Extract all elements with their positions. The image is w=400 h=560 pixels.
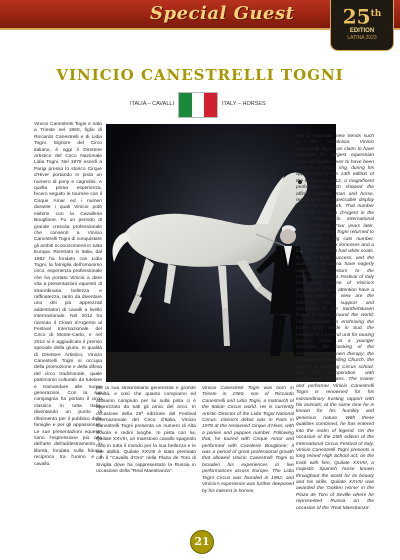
nation-label-italian: ITALIA – CAVALLI (129, 101, 174, 107)
flag-stripe-white (192, 93, 205, 117)
badge-edition-label: EDITION (349, 27, 375, 34)
article-english-column-1: Vinicio Canestrelli Togni was born in Trieste in 1960, son of Riccardo Canestrelli and Lidia Togni, a matriarch of the Italian Circus world. He is currently Artistic Director of the Lidia Togni National Circus. Vinicio's début was in Paris in 1978 at the renowned Cirque d'Hiver, with a ponies and puppies number. Following that, he toured with Cirque Amar and performed with Cavalerie Bouglione; it was a period of great professional growth that allowed Vinicio Canestrelli Togni to broaden his experiences in live performances across Europe. The Lidia Togni Circus was founded in 1982, and Vinicio's experience was further deepened by his interest in horses. (202, 386, 294, 494)
page-number: 21 (190, 530, 214, 554)
edition-badge (330, 0, 394, 51)
badge-number-suffix: th (370, 9, 382, 19)
flag-stripe-green (179, 93, 192, 117)
flag-stripe-red (204, 93, 217, 117)
badge-number (331, 3, 393, 28)
nationality-row (0, 92, 400, 116)
nation-label-english: ITALY – HORSES (222, 101, 266, 107)
page-title: VINICIO CANESTRELLI TOGNI (56, 66, 344, 84)
badge-year: LATINA 2023 (347, 34, 377, 41)
italian-flag-icon (178, 92, 218, 118)
article-italian-column-2: per la sua straordinaria generosità e grande umiltà, e così che quanto compiamo ed abbiamo compiuto per lui sulla pista ci è apprezzato da tutti gli amici del circo. In occasione della 25ª edizione del Festival Internazionale del Circo d'Italia, Vinicio Canestrelli Togni presenta un numero di Alta Scuola e redini lunghe. In pista con lui, Quilate XXVIII, un maestoso cavallo spagnolo noto in tutta il mondo per la sua bellezza e le sue abilità. Quilate XXVIII è stato premiato con il "Cavallo d'Oro" nella Plaza de Toro di Siviglia dove ha rappresentato la Russia in occasione della "Real Maestranza". (96, 386, 196, 475)
header-title: Special Guest (150, 3, 295, 24)
badge-number-value: 25 (342, 4, 371, 29)
article-english-column-2: and in particular new trends such as the Surlaloisia. Vinicio Canestrelli Togni can claim to have mounted the largest equestrian carousel number ever to have been seen in a Circus ring, during his appearance at the 14th edition of the Festival in 2012, a magnificent performance which showed the affinity between man and horse, resulting in an impeccable display of perfect teamwork. That number won him a Clown d'Argent in the 2014 Monte-Carlo International Circus Festival. Four years later, Vinicio Canestrelli Togni returned to Latina with a big cats number, performing with six lionesses and a lion, three of which had white coats. It was a huge success, and the audiences of Latina have eagerly awaited his return to the International Circus Festival of Italy ever since. Some of Vinicio's projects that merit attention have a cultural point of view are the following: his support and promotion of the Santhehäusen breed of horse around the world; his contribution to enshrining the horse show Made in Sud, the creation of a second unit for touring Europe, aimed at a younger audience; the backing of the development of clown therapy; the creation of a travelling Church, the idea of a travelling Circus school, and his cooperation with educational institutes. The trainer and performer Vinicio Canestrelli Togni is renowned for his extraordinary trusting rapport with his animals; at the same time he is known for his humility and generous nature. With these qualities combined, he has entered into the realm of legend. On the occasion of the 25th edition of the International Circus Festival of Italy, Vinicio Canestrelli Togni presents a long reined High School act; on the track with him, Quilate XXVIII, a majestic Spanish horse known throughout the world for its beauty and his skills. Quilate XXVIII was awarded the 'Golden Horse' in the Plaza de Toro of Seville where he represented Russia on the occasion of the 'Real Maestranza'. (296, 134, 374, 511)
article-italian-column-1: Vinicio Canestrelli Togni è nato a Trieste nel 1960, figlio di Riccardo Canestrelli e di Lidia Togni. Signore del Circo italiano, è oggi il Direttore Artistico del Circo Nazionale Lidia Togni. Nel 1978 esordì a Parigi presso lo storico Cirque d'Hiver portando in pista un numero di pony e cagnolini. A quella prima esperienza, fecero seguito le tournée con il Cirque Amar ed i numeri durante i quali Vinicio potè esibirsi con la Cavalleria Bouglione. Fu un periodo di grande crescita professionale che consentì a Vinicio Canestrelli Togni di conquistare gli ambiti riconoscimenti in tutta Europa. Rientrato in Italia, dal 1982 ha fondato con Lidia Togni, la famiglia dell'omonimo circo, esperienza professionale che ha portato Vinicio a dare vita a presentazioni equestri di straordinaria bellezza e raffinatezza, tanto da diventare uno dei più apprezzati addestratori di cavalli a livello internazionale. Nel 2012 ha ricevuto il Clown d'Argento al Festival Internazionale del Circo di Monte-Carlo, e nel 2014 si è aggiudicato il premio speciale della giuria. In qualità di Direttore Artistico, Vinicio Canestrelli Togni si occupa della promozione e della difesa del circo tradizionale, quale patrimonio culturale da tutelare e tramandare alle nuove generazioni. Con la sua compagnia ha portato il circo classico in tutta Italia, diventando un punto di riferimento per il pubblico delle famiglie e per gli appassionati. Le sue presentazioni equestri sono l'espressione più alta dell'arte dell'addestramento in libertà, fondata sulla fiducia reciproca tra l'uomo e il cavallo. (34, 122, 102, 467)
